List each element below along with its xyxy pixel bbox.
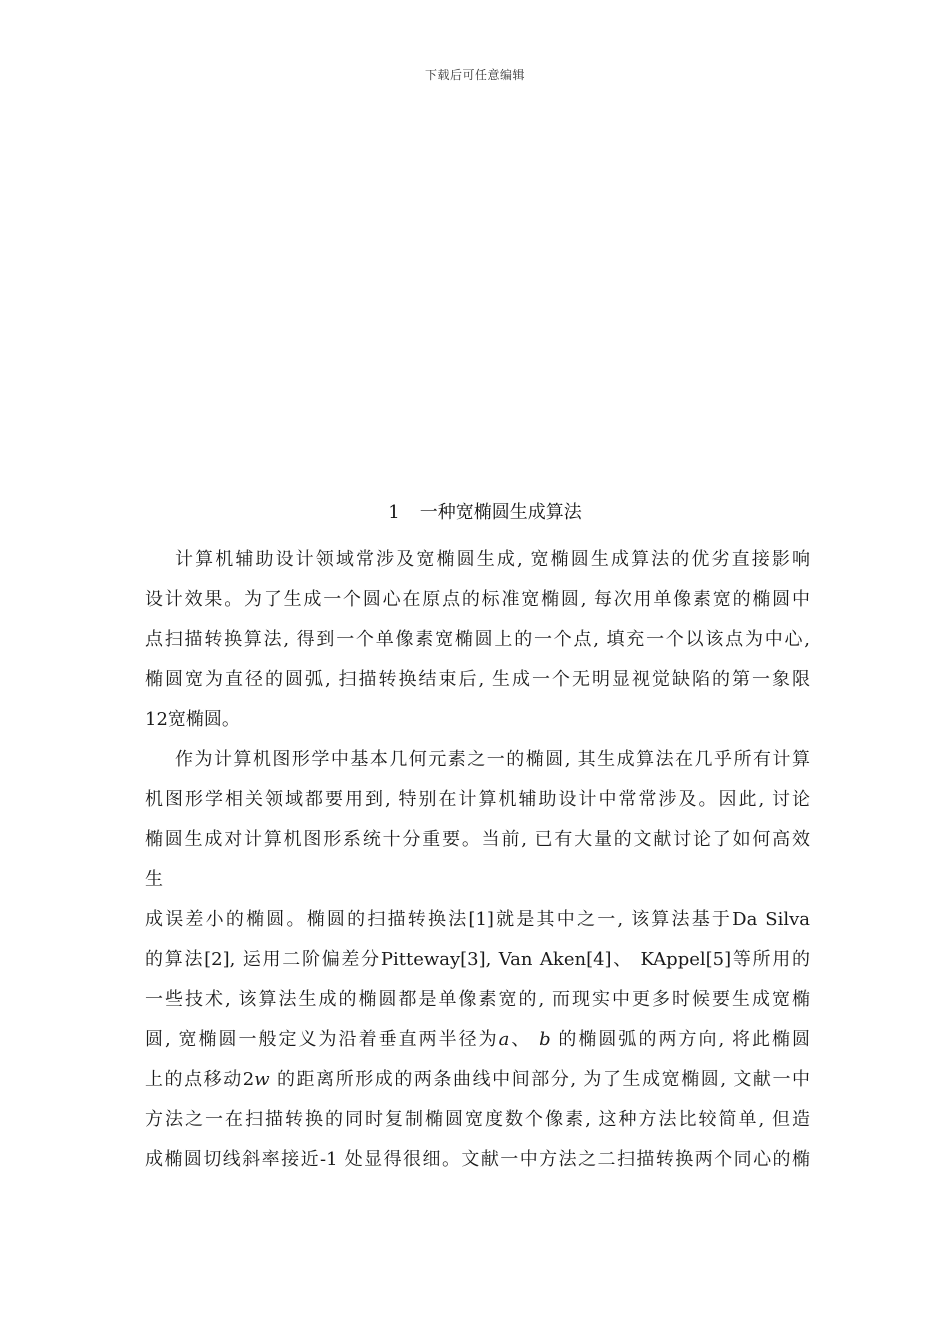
paragraph-line [145,1060,810,1100]
paragraph-line: 机图形学相关领域都要用到, 特别在计算机辅助设计中常常涉及。因此, 讨论 [145,789,810,810]
paragraph-line: 椭圆生成对计算机图形系统十分重要。当前, 已有大量的文献讨论了如何高效 [145,829,810,850]
section-title-text: 一种宽椭圆生成算法 [419,502,582,523]
paragraph-line: 生 [145,869,163,890]
text-run: 上的点移动2 [145,1069,255,1090]
text-run: 圆, 宽椭圆一般定义为沿着垂直两半径为 [145,1029,499,1050]
paragraph-line: 计算机辅助设计领域常涉及宽椭圆生成, 宽椭圆生成算法的优劣直接影响 [175,549,810,570]
body-text [145,540,810,1180]
paragraph-line: 成椭圆切线斜率接近-1 处显得很细。文献一中方法之二扫描转换两个同心的椭 [145,1149,810,1170]
section-number: 1 [388,502,400,523]
paragraph-line: 的算法[2], 运用二阶偏差分Pitteway[3], Van Aken[4]、 KAppel[5]等所用的 [145,949,810,970]
math-variable-w: w [254,1069,270,1090]
text-run: 、 [509,1029,540,1050]
math-variable-b: b [539,1029,551,1050]
header-note: 下载后可任意编辑 [424,68,525,82]
section-title [0,498,950,524]
paragraph-line: 点扫描转换算法, 得到一个单像素宽椭圆上的一个点, 填充一个以该点为中心, [145,629,810,650]
text-run: 的距离所形成的两条曲线中间部分, 为了生成宽椭圆, 文献一中 [269,1069,811,1090]
paragraph-line: 设计效果。为了生成一个圆心在原点的标准宽椭圆, 每次用单像素宽的椭圆中 [145,589,810,610]
text-run: 的椭圆弧的两方向, 将此椭圆 [550,1029,810,1050]
paragraph-line: 椭圆宽为直径的圆弧, 扫描转换结束后, 生成一个无明显视觉缺陷的第一象限 [145,669,810,690]
paragraph-line: 12宽椭圆。 [145,709,240,730]
paragraph-line: 方法之一在扫描转换的同时复制椭圆宽度数个像素, 这种方法比较简单, 但造 [145,1109,810,1130]
paragraph-line: 一些技术, 该算法生成的椭圆都是单像素宽的, 而现实中更多时候要生成宽椭 [145,989,810,1010]
math-variable-a: a [498,1029,510,1050]
paragraph-line: 成误差小的椭圆。椭圆的扫描转换法[1]就是其中之一, 该算法基于Da Silva [145,909,810,930]
paragraph-line: 作为计算机图形学中基本几何元素之一的椭圆, 其生成算法在几乎所有计算 [175,749,810,770]
paragraph-line [145,1020,810,1060]
